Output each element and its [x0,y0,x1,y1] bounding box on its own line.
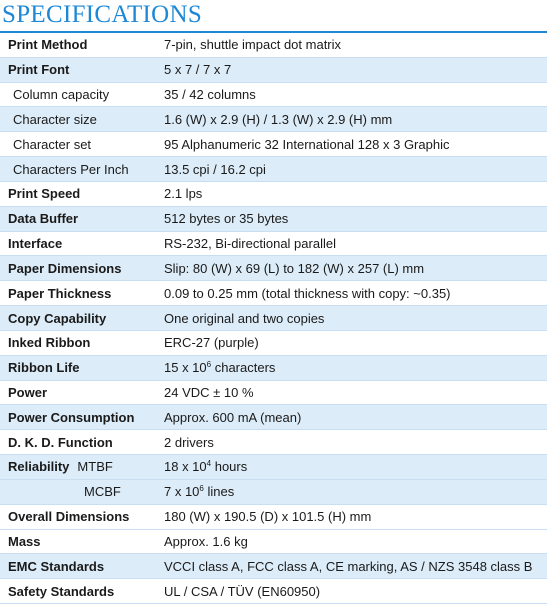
spec-value: 180 (W) x 190.5 (D) x 101.5 (H) mm [164,509,372,525]
spec-value: 1.6 (W) x 2.9 (H) / 1.3 (W) x 2.9 (H) mm [164,111,393,127]
page-title: SPECIFICATIONS [0,0,547,33]
spec-label-text: Mass [8,533,41,549]
spec-value: Approx. 600 mA (mean) [164,409,302,425]
spec-row [0,33,547,58]
spec-label [0,186,158,201]
spec-label-text: Print Speed [8,186,81,202]
spec-label-text: Print Font [8,62,70,78]
spec-value: ERC-27 (purple) [164,335,259,351]
spec-value-part: characters [211,360,276,376]
spec-row [0,207,547,232]
spec-value: 95 Alphanumeric 32 International 128 x 3 Graphic [164,136,450,152]
spec-label [0,311,158,326]
spec-label-text: Paper Thickness [8,285,112,301]
spec-row [0,306,547,331]
spec-row [0,530,547,555]
spec-row [0,455,547,480]
spec-row [0,182,547,207]
spec-label [0,509,158,524]
spec-label-text: D. K. D. Function [8,434,113,450]
spec-row [0,58,547,83]
spec-row [0,132,547,157]
spec-label-text: Data Buffer [8,211,79,227]
spec-label-text: Overall Dimensions [8,509,130,525]
spec-value: 512 bytes or 35 bytes [164,211,289,227]
spec-row [0,579,547,604]
spec-label-sub: MTBF [77,459,113,475]
spec-value-exponent: 6 [206,360,212,370]
spec-row [0,356,547,381]
spec-label-text: Characters Per Inch [13,161,129,177]
spec-value: One original and two copies [164,310,325,326]
spec-row [0,480,547,505]
spec-value: 13.5 cpi / 16.2 cpi [164,161,266,177]
specifications-table [0,33,547,604]
spec-row [0,381,547,406]
spec-label-text: Interface [8,236,63,252]
spec-value-part: hours [211,459,248,475]
spec-row [0,83,547,108]
spec-value: VCCI class A, FCC class A, CE marking, AS / NZS 3548 class B [164,558,533,574]
spec-value: 5 x 7 / 7 x 7 [164,62,232,78]
spec-label [0,435,158,450]
spec-value: 0.09 to 0.25 mm (total thickness with copy: ~0.35) [164,285,451,301]
spec-value [158,360,547,375]
spec-value-part: 15 x 10 [164,360,207,376]
spec-label-text: Inked Ribbon [8,335,91,351]
spec-row [0,505,547,530]
spec-value: 2 drivers [164,434,214,450]
spec-label [0,335,158,350]
spec-value: 2.1 lps [164,186,203,202]
spec-label-text: Character size [13,111,97,127]
spec-row [0,107,547,132]
spec-value: Approx. 1.6 kg [164,533,248,549]
spec-label [0,162,158,177]
spec-label [0,137,158,152]
spec-row [0,554,547,579]
spec-label-text: Paper Dimensions [8,260,122,276]
spec-label [0,37,158,52]
spec-label-text: Safety Standards [8,583,115,599]
spec-value-part: 18 x 10 [164,459,207,475]
spec-row [0,405,547,430]
spec-label [0,211,158,226]
spec-label [0,261,158,276]
spec-row [0,232,547,257]
spec-value: Slip: 80 (W) x 69 (L) to 182 (W) x 257 (L) mm [164,260,425,276]
spec-label [0,112,158,127]
spec-label [0,62,158,77]
spec-label [0,87,158,102]
spec-value: UL / CSA / TÜV (EN60950) [164,583,321,599]
spec-value: 35 / 42 columns [164,87,256,103]
spec-value: RS-232, Bi-directional parallel [164,236,336,252]
spec-label-text: MCBF [84,484,121,500]
spec-row [0,157,547,182]
spec-value-exponent: 4 [206,459,212,469]
spec-label-text: EMC Standards [8,558,105,574]
spec-label-text: Power Consumption [8,409,135,425]
spec-value-part: 7 x 10 [164,484,200,500]
spec-label-text: Print Method [8,37,88,53]
spec-row [0,331,547,356]
spec-value: 7-pin, shuttle impact dot matrix [164,37,342,53]
spec-label [0,410,158,425]
spec-label [0,286,158,301]
spec-label-text: Character set [13,136,92,152]
spec-label [0,484,158,499]
spec-row [0,430,547,455]
spec-label-text: Column capacity [13,87,110,103]
spec-label [0,385,158,400]
spec-label-text: Power [8,385,48,400]
spec-value: 24 VDC ± 10 % [164,385,254,400]
spec-label [0,459,158,474]
spec-row [0,256,547,281]
spec-label [0,534,158,549]
spec-label-text: Copy Capability [8,310,107,326]
spec-label-text: Ribbon Life [8,360,80,376]
spec-value-exponent: 6 [199,484,204,494]
spec-label [0,584,158,599]
spec-value-part: lines [203,484,235,500]
spec-label [0,360,158,375]
spec-label-text: Reliability [8,459,70,475]
spec-value [158,484,547,499]
spec-value [158,459,547,474]
spec-label [0,236,158,251]
spec-label [0,559,158,574]
spec-row [0,281,547,306]
